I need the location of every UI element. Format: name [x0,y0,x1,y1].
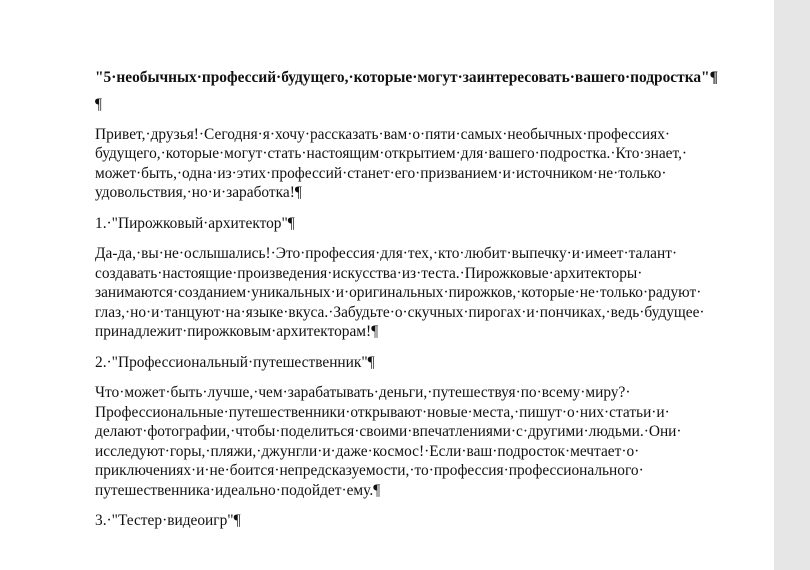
paragraph-mark-icon: ¶ [367,353,375,371]
paragraph-mark-icon: ¶ [287,214,295,232]
section-2-heading[interactable]: 2.·"Профессиональный·путешественник"¶ [95,353,375,371]
paragraph-mark-icon: ¶ [294,184,302,201]
paragraph-mark-icon: ¶ [373,481,381,499]
empty-paragraph[interactable] [95,95,725,115]
section-1-body[interactable]: Да-да,·вы·не·ослышались!·Это·профессия·для·тех,·кто·любит·выпечку·и·имеет·талант· создавать·настоящие·произведения·искусства·из·теста.·Пирожковые·архитекторы· занимаются·созданием·уникальных·и·оригинальных·пирожков,·которые·не·только·радуют· глаз,·но·и·танцуют·на·языке·вкуса.·Забудьте·о·скучных·пирогах·и·пончиках,·ведь·будущее· принадлежит·пирожковым·архитекторам!¶ [95,245,705,340]
section-2-body[interactable]: Что·может·быть·лучше,·чем·зарабатывать·деньги,·путешествуя·по·всему·миру?· Профессиональные·путешественники·открывают·новые·места,·пишут·о·них·статьи·и· делают·фотографии,·чтобы·поделиться·своими·впечатлениями·с·другими·людьми.·Они· исследуют·горы,·пляжи,·джунгли·и·даже·космос!·Если·ваш·подросток·мечтает·о· приключениях·и·не·боится·непредсказуемости,·то·профессия·профессионального· путешественника·идеально·подойдет·ему.¶ [95,384,682,499]
paragraph-mark-icon: ¶ [371,323,379,340]
paragraph-mark-icon: ¶ [233,512,241,529]
paragraph-mark-icon: ¶ [95,96,102,113]
document-title[interactable]: "5·необычных·профессий·будущего,·которые·могут·заинтересовать·вашего·подростка"¶ [95,69,718,86]
section-3-heading[interactable]: 3.·"Тестер·видеоигр"¶ [95,512,241,529]
intro-paragraph[interactable]: Привет,·друзья!·Сегодня·я·хочу·рассказать·вам·о·пяти·самых·необычных·профессиях· будущего,·которые·могут·стать·настоящим·открытием·для·вашего·подростка.·Кто·знает,· может·быть,·одна·из·этих·профессий·станет·его·призванием·и·источником·не·только· удовольствия,·но·и·заработка!¶ [95,125,688,201]
paragraph-mark-icon: ¶ [709,69,718,86]
workspace-gutter [774,0,810,570]
section-1-heading[interactable]: 1.·"Пирожковый·архитектор"¶ [95,214,295,232]
document-content[interactable] [95,68,725,542]
